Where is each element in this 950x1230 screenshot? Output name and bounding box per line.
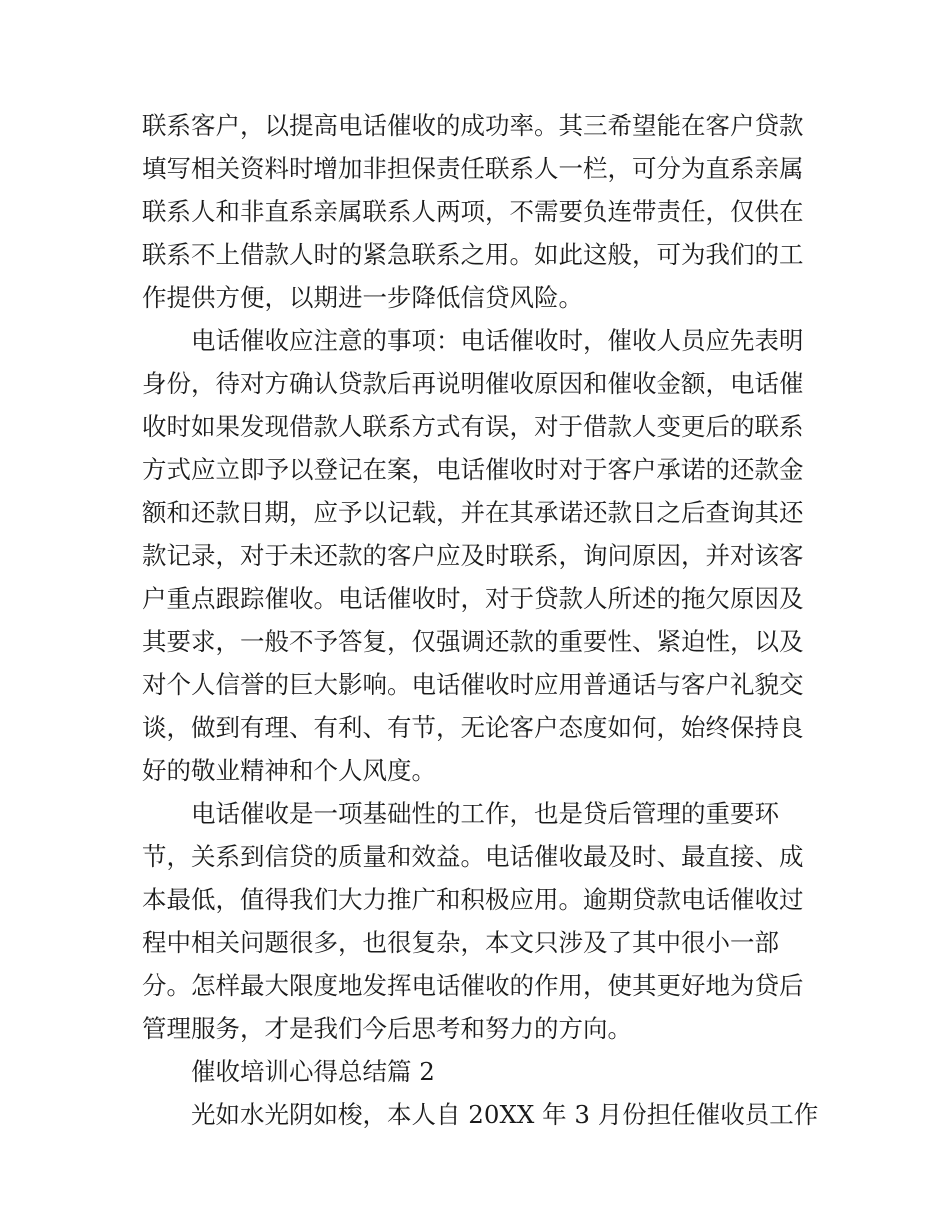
text-line: 作提供方便，以期进一步降低信贷风险。 xyxy=(142,283,583,312)
text-line: 对个人信誉的巨大影响。电话催收时应用普通话与客户礼貌交 xyxy=(142,670,804,699)
paragraph-1 xyxy=(142,104,822,319)
text-line: 填写相关资料时增加非担保责任联系人一栏，可分为直系亲属 xyxy=(142,154,804,183)
text-line: 节，关系到信贷的质量和效益。电话催收最及时、最直接、成 xyxy=(142,842,804,871)
text-line: 分。怎样最大限度地发挥电话催收的作用，使其更好地为贷后 xyxy=(142,971,804,1000)
text-line: 其要求，一般不予答复，仅强调还款的重要性、紧迫性，以及 xyxy=(142,627,804,656)
text-line: 本最低，值得我们大力推广和积极应用。逾期贷款电话催收过 xyxy=(142,885,804,914)
document-body xyxy=(142,104,822,1136)
text-line: 好的敬业精神和个人风度。 xyxy=(142,756,436,785)
text-line: 电话催收是一项基础性的工作，也是贷后管理的重要环 xyxy=(191,799,779,828)
text-line: 管理服务，才是我们今后思考和努力的方向。 xyxy=(142,1014,632,1043)
paragraph-3 xyxy=(142,792,822,1050)
text-line: 款记录，对于未还款的客户应及时联系，询问原因，并对该客 xyxy=(142,541,804,570)
heading-line: 催收培训心得总结篇 2 xyxy=(191,1057,435,1086)
text-line: 联系人和非直系亲属联系人两项，不需要负连带责任，仅供在 xyxy=(142,197,804,226)
paragraph-4 xyxy=(142,1093,822,1136)
text-line: 电话催收应注意的事项：电话催收时，催收人员应先表明 xyxy=(191,326,804,355)
text-line: 光如水光阴如梭，本人自 20XX 年 3 月份担任催收员工作 xyxy=(191,1100,819,1129)
text-line: 身份，待对方确认贷款后再说明催收原因和催收金额，电话催 xyxy=(142,369,804,398)
text-line: 联系不上借款人时的紧急联系之用。如此这般，可为我们的工 xyxy=(142,240,804,269)
text-line: 程中相关问题很多，也很复杂，本文只涉及了其中很小一部 xyxy=(142,928,779,957)
text-line: 联系客户，以提高电话催收的成功率。其三希望能在客户贷款 xyxy=(142,111,804,140)
text-line: 收时如果发现借款人联系方式有误，对于借款人变更后的联系 xyxy=(142,412,804,441)
text-line: 户重点跟踪催收。电话催收时，对于贷款人所述的拖欠原因及 xyxy=(142,584,804,613)
text-line: 额和还款日期，应予以记载，并在其承诺还款日之后查询其还 xyxy=(142,498,804,527)
text-line: 方式应立即予以登记在案，电话催收时对于客户承诺的还款金 xyxy=(142,455,804,484)
section-heading xyxy=(142,1050,822,1093)
text-line: 谈，做到有理、有利、有节，无论客户态度如何，始终保持良 xyxy=(142,713,804,742)
paragraph-2 xyxy=(142,319,822,792)
